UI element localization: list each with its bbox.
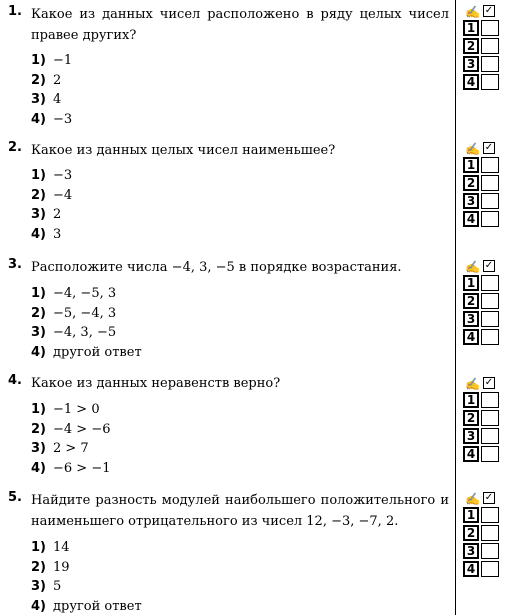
answer-row-2: 2 <box>463 525 503 543</box>
answer-row-2: 2 <box>463 293 503 311</box>
question-text: Какое из данных чисел расположено в ряду целых чисел правее других? <box>31 4 449 46</box>
option-4: 4) другой ответ <box>31 343 142 363</box>
answer-row-3: 3 <box>463 56 503 74</box>
answer-checkbox-2[interactable] <box>481 525 499 541</box>
question-number: 1. <box>8 4 22 19</box>
option-1: 1) −1 > 0 <box>31 400 110 420</box>
answer-checkbox-2[interactable] <box>481 175 499 191</box>
answer-checkbox-4[interactable] <box>481 561 499 577</box>
option-1: 1) −4, −5, 3 <box>31 284 142 304</box>
answer-checkbox-2[interactable] <box>481 38 499 54</box>
answer-checkbox-4[interactable] <box>481 211 499 227</box>
question-text: Найдите разность модулей наибольшего положительного и наименьшего отрицательного из чисел 12, −3, −7, 2. <box>31 490 449 532</box>
option-2: 2) 2 <box>31 71 72 91</box>
question-number: 4. <box>8 373 22 388</box>
answer-checkbox-4[interactable] <box>481 329 499 345</box>
answer-row-3: 3 <box>463 543 503 561</box>
answer-row-4: 4 <box>463 211 503 229</box>
options-list <box>31 51 72 129</box>
checked-box-icon: ✓ <box>483 142 495 154</box>
answer-checkbox-4[interactable] <box>481 74 499 90</box>
answer-checkbox-3[interactable] <box>481 311 499 327</box>
answer-row-2: 2 <box>463 175 503 193</box>
answer-row-2: 2 <box>463 38 503 56</box>
answer-checkbox-3[interactable] <box>481 543 499 559</box>
question-text: Расположите числа −4, 3, −5 в порядке возрастания. <box>31 257 449 278</box>
option-3: 3) −4, 3, −5 <box>31 323 142 343</box>
answer-checkbox-1[interactable] <box>481 392 499 408</box>
option-1: 1) −1 <box>31 51 72 71</box>
answer-block-5 <box>463 492 503 579</box>
option-2: 2) −5, −4, 3 <box>31 304 142 324</box>
options-list <box>31 400 110 478</box>
answer-row-1: 1 <box>463 20 503 38</box>
option-4: 4) другой ответ <box>31 597 142 616</box>
pen-icon: ✍ <box>465 5 480 19</box>
answer-row-3: 3 <box>463 428 503 446</box>
answer-row-1: 1 <box>463 275 503 293</box>
option-3: 3) 2 > 7 <box>31 439 110 459</box>
answer-checkbox-1[interactable] <box>481 275 499 291</box>
answer-checkbox-3[interactable] <box>481 193 499 209</box>
answer-checkbox-1[interactable] <box>481 507 499 523</box>
option-1: 1) −3 <box>31 166 72 186</box>
answer-row-1: 1 <box>463 507 503 525</box>
answer-block-4 <box>463 377 503 464</box>
checked-box-icon: ✓ <box>483 492 495 504</box>
question-text: Какое из данных целых чисел наименьшее? <box>31 140 449 161</box>
answer-block-3 <box>463 260 503 347</box>
answer-checkbox-1[interactable] <box>481 20 499 36</box>
question-number: 5. <box>8 490 22 505</box>
answer-row-4: 4 <box>463 446 503 464</box>
answer-row-4: 4 <box>463 329 503 347</box>
pen-icon: ✍ <box>465 142 480 156</box>
option-3: 3) 4 <box>31 90 72 110</box>
options-list <box>31 538 142 616</box>
option-3: 3) 5 <box>31 577 142 597</box>
answer-checkbox-2[interactable] <box>481 293 499 309</box>
question-number: 3. <box>8 257 22 272</box>
checked-box-icon: ✓ <box>483 5 495 17</box>
option-2: 2) −4 <box>31 186 72 206</box>
answer-row-1: 1 <box>463 392 503 410</box>
checked-box-icon: ✓ <box>483 260 495 272</box>
answer-block-1 <box>463 5 503 92</box>
options-list <box>31 284 142 362</box>
option-2: 2) 19 <box>31 558 142 578</box>
answer-row-3: 3 <box>463 311 503 329</box>
answer-checkbox-1[interactable] <box>481 157 499 173</box>
option-1: 1) 14 <box>31 538 142 558</box>
answer-checkbox-4[interactable] <box>481 446 499 462</box>
answer-column-divider <box>455 0 456 615</box>
option-3: 3) 2 <box>31 205 72 225</box>
answer-row-4: 4 <box>463 74 503 92</box>
option-4: 4) −3 <box>31 110 72 130</box>
option-4: 4) −6 > −1 <box>31 459 110 479</box>
answer-checkbox-3[interactable] <box>481 428 499 444</box>
option-4: 4) 3 <box>31 225 72 245</box>
question-number: 2. <box>8 140 22 155</box>
pen-icon: ✍ <box>465 377 480 391</box>
options-list <box>31 166 72 244</box>
answer-row-1: 1 <box>463 157 503 175</box>
answer-block-2 <box>463 142 503 229</box>
checked-box-icon: ✓ <box>483 377 495 389</box>
question-text: Какое из данных неравенств верно? <box>31 373 449 394</box>
pen-icon: ✍ <box>465 492 480 506</box>
answer-row-2: 2 <box>463 410 503 428</box>
answer-checkbox-2[interactable] <box>481 410 499 426</box>
option-2: 2) −4 > −6 <box>31 420 110 440</box>
answer-row-4: 4 <box>463 561 503 579</box>
answer-row-3: 3 <box>463 193 503 211</box>
answer-checkbox-3[interactable] <box>481 56 499 72</box>
pen-icon: ✍ <box>465 260 480 274</box>
